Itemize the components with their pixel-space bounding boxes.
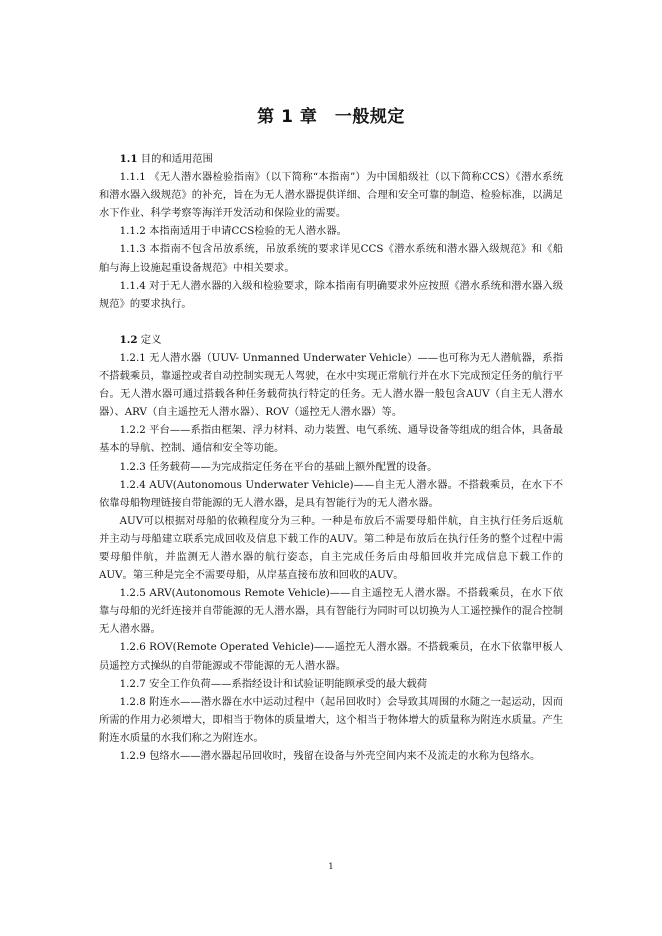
paragraph-1-1-2: 1.1.2 本指南适用于申请CCS检验的无人潜水器。 bbox=[119, 225, 347, 238]
body-text bbox=[99, 150, 563, 765]
paragraph-1-1-1: 1.1.1 《无人潜水器检验指南》（以下简称“本指南”）为中国船级社（以下简称CCS）《潜水系统和潜水器入级规范》的补充，旨在为无人潜水器提供详细、合理和安全可靠的制造、检验标准，以满足水下作业、科学考察等海洋开发活动和保险业的需要。 bbox=[99, 171, 563, 220]
section-gap bbox=[99, 313, 563, 331]
paragraph-1-2-5: 1.2.5 ARV(Autonomous Remote Vehicle)——自主遥控无人潜水器。不搭载乘员，在水下依靠与母船的光纤连接并自带能源的无人潜水器，具有智能行为同时可以切换为人工遥控操作的混合控制无人潜水器。 bbox=[99, 587, 563, 636]
paragraph-1-2-1: 1.2.1 无人潜水器（UUV- Unmanned Underwater Vehicle）——也可称为无人潜航器，系指不搭载乘员，靠遥控或者自动控制实现无人驾驶，在水中实现正常航行并在水下完成预定任务的航行平台。无人潜水器可通过搭载各种任务载荷执行特定的任务。无人潜水器一般包含AUV（自主无人潜水器）、ARV（自主遥控无人潜水器）、ROV（遥控无人潜水器）等。 bbox=[99, 351, 563, 419]
paragraph-1-2-2: 1.2.2 平台——系指由框架、浮力材料、动力装置、电气系统、通导设备等组成的组合体，具备最基本的导航、控制、通信和安全等功能。 bbox=[99, 424, 563, 455]
page-number: 1 bbox=[328, 862, 334, 872]
paragraph-1-2-3: 1.2.3 任务载荷——为完成指定任务在平台的基础上额外配置的设备。 bbox=[119, 460, 438, 473]
section-number: 1.2 bbox=[119, 333, 138, 346]
paragraph-1-2-9: 1.2.9 包络水——潜水器起吊回收时，残留在设备与外壳空间内来不及流走的水称为包络水。 bbox=[119, 750, 541, 762]
paragraph-1-2-8: 1.2.8 附连水——潜水器在水中运动过程中（起吊回收时）会导致其周围的水随之一起运动，因而所需的作用力必须增大，即相当于物体的质量增大，这个相当于物体增大的质量称为附连水质量。产生附连水质量的水我们称之为附连水。 bbox=[99, 695, 563, 744]
section-title: 定义 bbox=[140, 333, 162, 346]
paragraph-auv-types: AUV可以根据对母船的依赖程度分为三种。一种是布放后不需要母船伴航，自主执行任务后返航并主动与母船建立联系完成回收及信息下载工作的AUV。第二种是布放后在执行任务的整个过程中需要母船伴航，并监测无人潜水器的航行姿态，自主完成任务后由母船回收并完成信息下载工作的AUV。第三种是完全不需要母船，从岸基直接布放和回收的AUV。 bbox=[99, 514, 563, 582]
paragraph-1-2-7: 1.2.7 安全工作负荷——系指经设计和试验证明能顾承受的最大载荷 bbox=[119, 677, 428, 690]
paragraph-1-2-6: 1.2.6 ROV(Remote Operated Vehicle)——遥控无人潜水器。不搭载乘员，在水下依靠甲板人员遥控方式操纵的自带能源或不带能源的无人潜水器。 bbox=[99, 641, 563, 672]
section-heading-1-2 bbox=[99, 331, 563, 349]
section-number: 1.1 bbox=[119, 153, 138, 165]
chapter-title: 第 1 章 一般规定 bbox=[257, 107, 405, 127]
paragraph-1-1-4: 1.1.4 对于无人潜水器的入级和检验要求，除本指南有明确要求外应按照《潜水系统和潜水器入级规范》的要求执行。 bbox=[99, 279, 563, 310]
section-heading-1-1 bbox=[99, 150, 563, 168]
section-title: 目的和适用范围 bbox=[140, 153, 213, 165]
paragraph-1-1-3: 1.1.3 本指南不包含吊放系统，吊放系统的要求详见CCS《潜水系统和潜水器入级规范》和《船舶与海上设施起重设备规范》中相关要求。 bbox=[99, 243, 563, 274]
paragraph-1-2-4: 1.2.4 AUV(Autonomous Underwater Vehicle)——自主无人潜水器。不搭载乘员，在水下不依靠母船物理链接自带能源的无人潜水器，是具有智能行为的无人潜水器。 bbox=[99, 478, 563, 509]
